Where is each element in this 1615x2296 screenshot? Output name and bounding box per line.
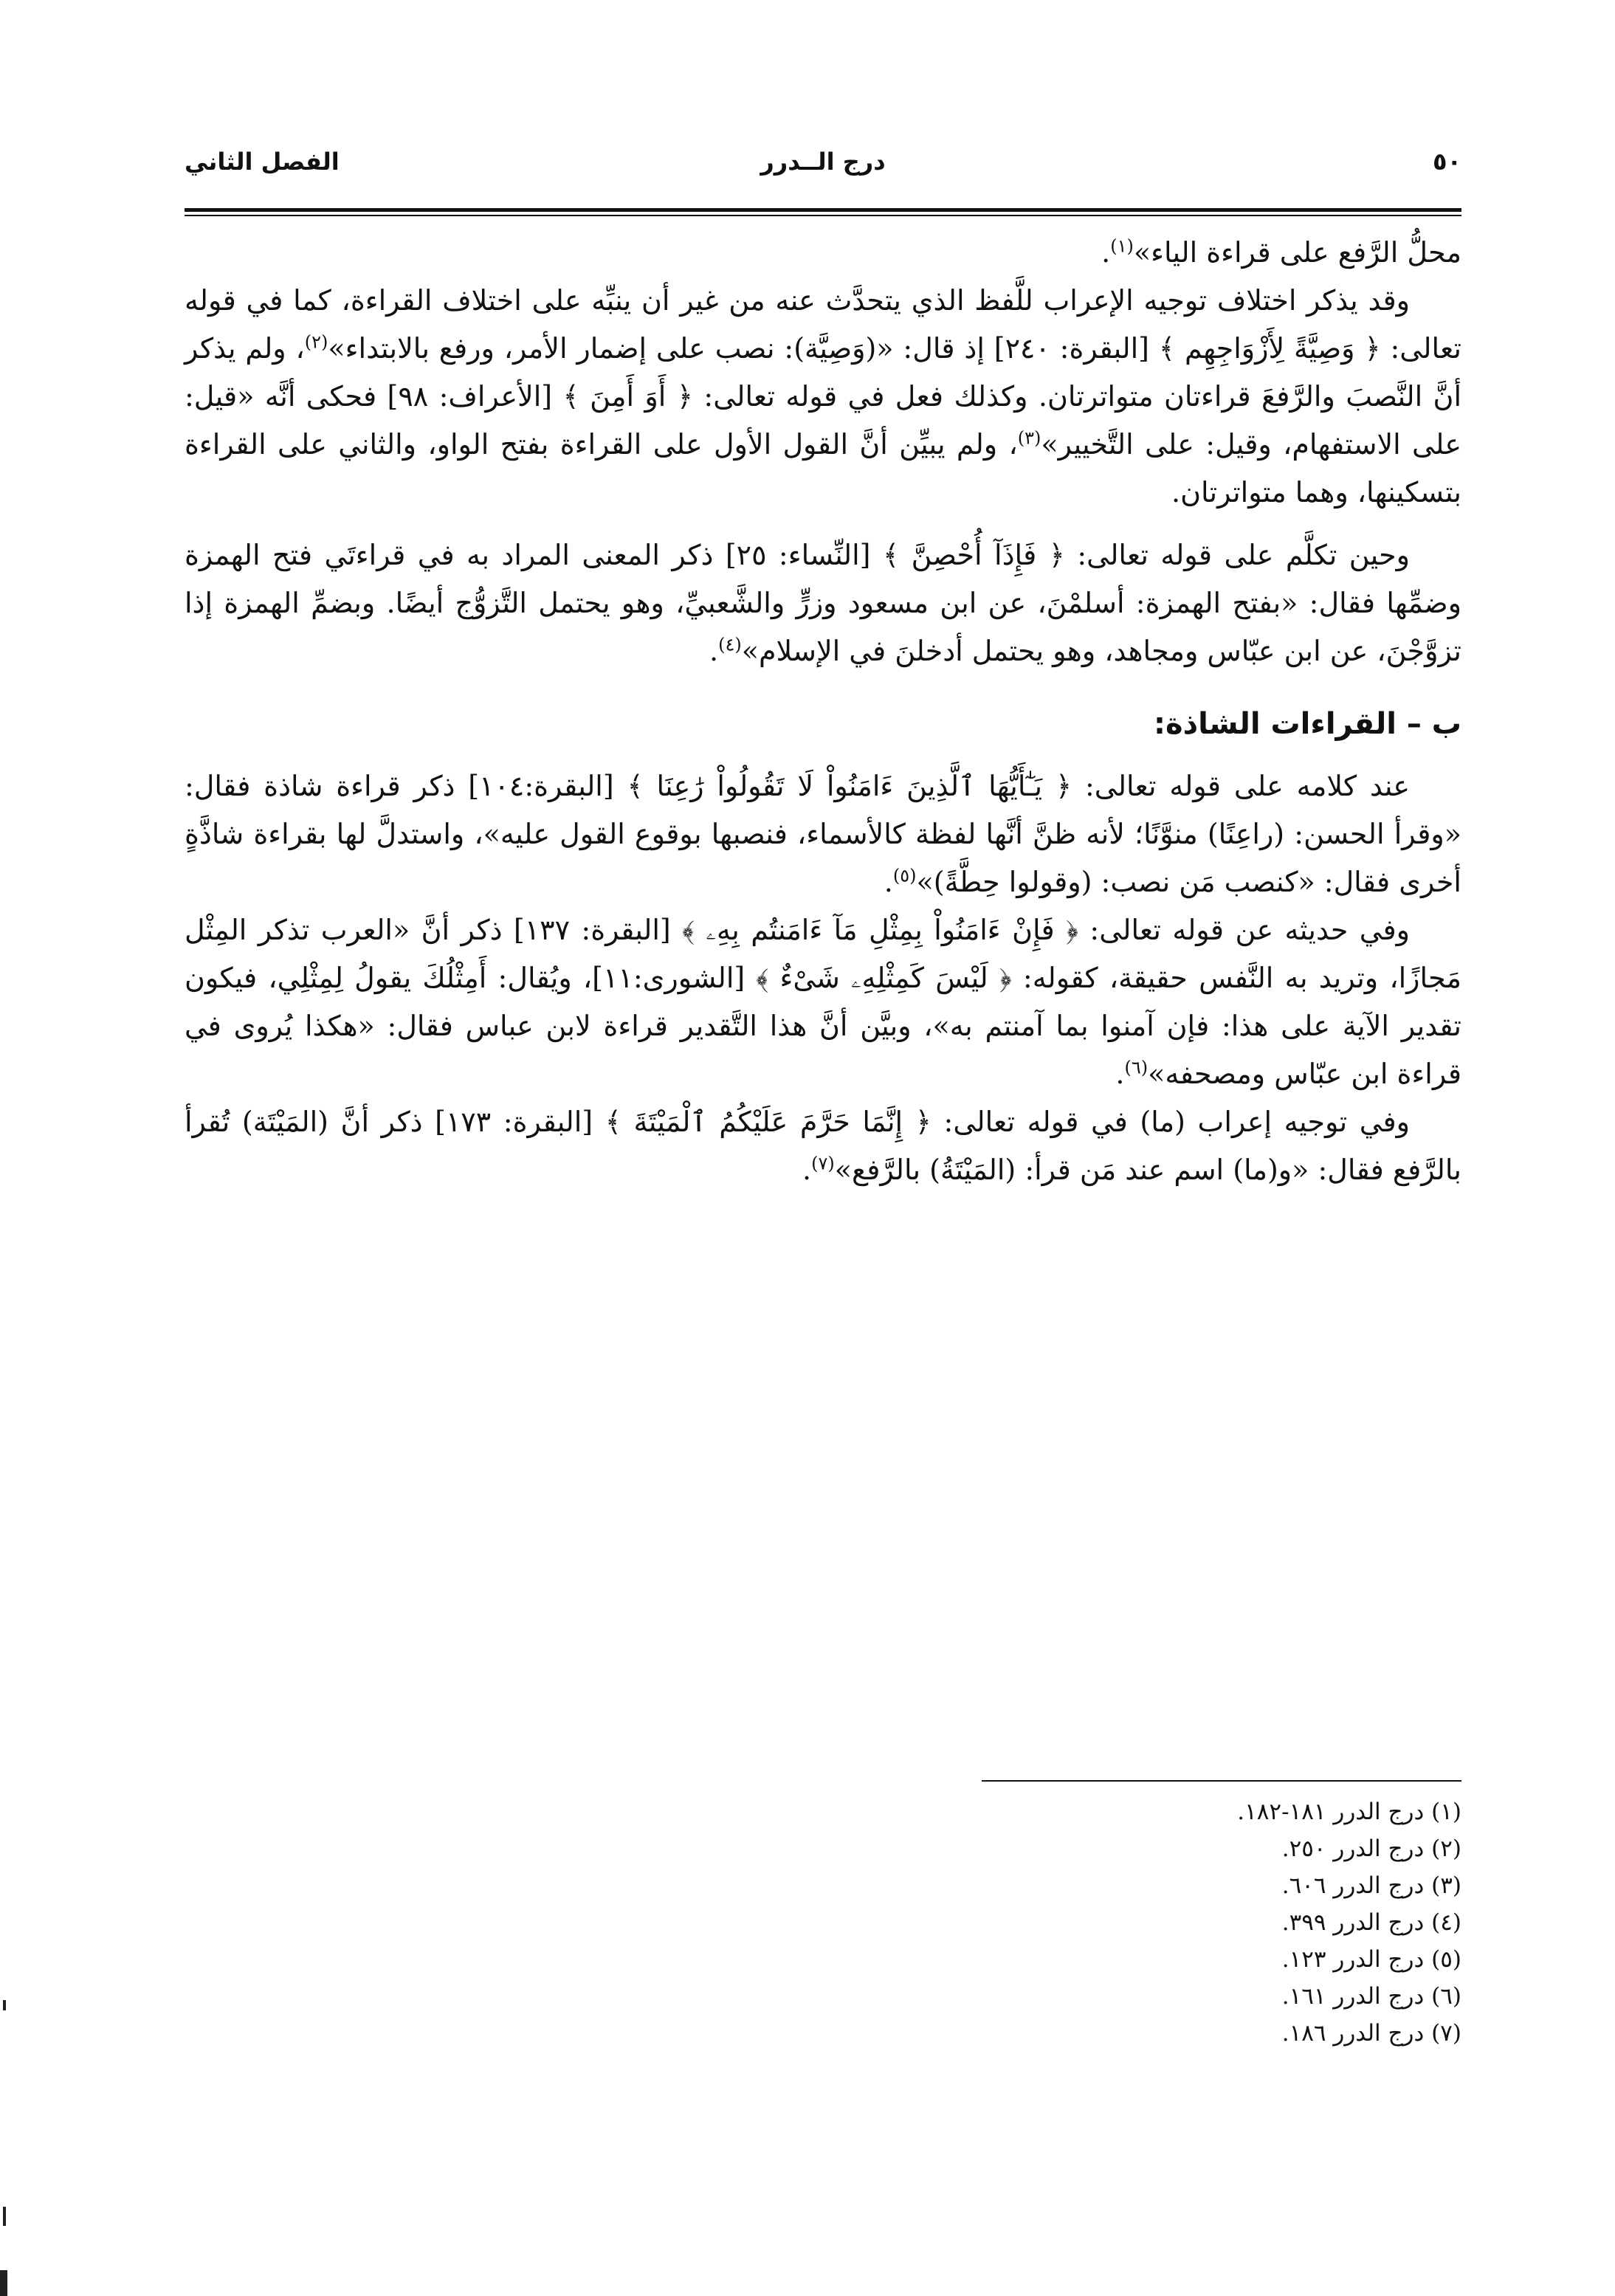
header-rule-thin [185,215,1461,216]
footnote-ref: (٦) [1124,1057,1149,1078]
page-number: ٥٠ [1432,148,1461,176]
paragraph: وفي حديثه عن قوله تعالى: ﴿ فَإِنْ ءَامَنُواْ بِمِثْلِ مَآ ءَامَنتُم بِهِۦ ﴾ [البقرة: ١٣٧] ذكر أنَّ «العرب تذكر المِثْل مَجازًا، وتريد به النَّفس حقيقة، كقوله: ﴿ لَيْسَ كَمِثْلِهِۦ شَىْءٌ ﴾ [الشورى:١١]، ويُقال: أَمِثْلُكَ يقولُ لِمِثْلِي، فيكون تقدير الآية على هذا: فإن آمنوا بما آمنتم به»، وبيَّن أنَّ هذا التَّقدير قراءة لابن عباس فقال: «هكذا يُروى في قراءة ابن عبّاس ومصحفه»$^{(٦)}$. [185,914,1461,1090]
scan-mark [3,2207,6,2226]
book-title: درج الــدرر [760,148,886,176]
scan-mark [0,2270,7,2296]
footnote-ref: (٢) [304,331,328,353]
footnote: (٧) درج الدرر ١٨٦. [1281,2020,1461,2047]
footnote-ref: (٥) [892,865,917,886]
footnote-ref: (٤) [718,634,742,655]
paragraph: وحين تكلَّم على قوله تعالى: ﴿ فَإِذَآ أُحْصِنَّ ﴾ [النِّساء: ٢٥] ذكر المعنى المراد به في قراءتَي فتح الهمزة وضمِّها فقال: «بفتح الهمزة: أسلمْنَ، عن ابن مسعود وزرٍّ والشَّعبيِّ، وهو يحتمل التَّزوُّج أيضًا. وبضمِّ الهمزة إذا تزوَّجْنَ، عن ابن عبّاس ومجاهد، وهو يحتمل أدخلنَ في الإسلام»$^{(٤)}$. [185,539,1461,667]
footnote: (١) درج الدرر ١٨١-١٨٢. [1237,1799,1461,1825]
footnote: (٤) درج الدرر ٣٩٩. [1281,1909,1461,1936]
chapter-title: الفصل الثاني [185,148,340,176]
footnote: (٦) درج الدرر ١٦١. [1281,1983,1461,2010]
header-rule-thick [185,208,1461,212]
footnote: (٣) درج الدرر ٦٠٦. [1281,1872,1461,1899]
main-text [185,229,1461,1194]
section-heading: ب – القراءات الشاذة: [1153,707,1461,741]
footnote-ref: (٧) [811,1153,835,1174]
footnote-separator [982,1780,1461,1782]
footnotes [982,1793,1461,2052]
paragraph-continuation: محلُّ الرَّفع على قراءة الياء»$^{(١)}$. [1101,235,1461,269]
paragraph: وقد يذكر اختلاف توجيه الإعراب للَّفظ الذي يتحدَّث عنه من غير أن ينبِّه على اختلاف القراءة، كما في قوله تعالى: ﴿ وَصِيَّةً لِأَزْوَاجِهِم ﴾ [البقرة: ٢٤٠] إذ قال: «(وَصِيَّة): نصب على إضمار الأمر، ورفع بالابتداء»$^{(٢)}$، ولم يذكر أنَّ النَّصبَ والرَّفعَ قراءتان متواترتان. وكذلك فعل في قوله تعالى: ﴿ أَوَ أَمِنَ ﴾ [الأعراف: ٩٨] فحكى أنَّه «قيل: على الاستفهام، وقيل: على التَّخيير»$^{(٣)}$، ولم يبيِّن أنَّ القول الأول على القراءة بفتح الواو، والثاني على القراءة بتسكينها، وهما متواترتان. [185,284,1461,509]
paragraph: وفي توجيه إعراب (ما) في قوله تعالى: ﴿ إِنَّمَا حَرَّمَ عَلَيْكُمُ ٱلْمَيْتَةَ ﴾ [البقرة: ١٧٣] ذكر أنَّ (المَيْتَة) تُقرأ بالرَّفع فقال: «و(ما) اسم عند مَن قرأ: (المَيْتَةُ) بالرَّفع»$^{(٧)}$. [185,1106,1461,1186]
scan-mark [3,2000,6,2010]
running-header [185,148,1461,192]
footnote-ref: (٣) [1017,427,1041,449]
footnote-ref: (١) [1110,235,1134,257]
footnote: (٥) درج الدرر ١٢٣. [1281,1946,1461,1973]
footnote: (٢) درج الدرر ٢٥٠. [1281,1835,1461,1862]
paragraph: عند كلامه على قوله تعالى: ﴿ يَـٰٓأَيُّهَا ٱلَّذِينَ ءَامَنُواْ لَا تَقُولُواْ رَٰعِنَا ﴾ [البقرة:١٠٤] ذكر قراءة شاذة فقال: «وقرأ الحسن: (راعِنًا) منوَّنًا؛ لأنه ظنَّ أنَّها لفظة كالأسماء، فنصبها بوقوع القول عليه»، واستدلَّ لها بقراءة شاذَّةٍ أخرى فقال: «كنصب مَن نصب: (وقولوا حِطَّةً)»$^{(٥)}$. [185,770,1461,898]
